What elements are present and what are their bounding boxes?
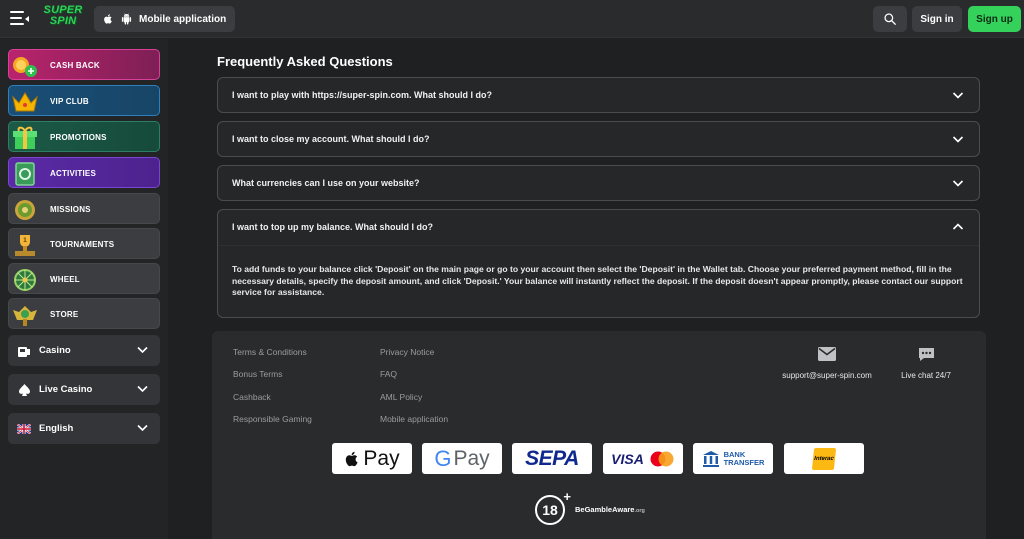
sidebar-item-cash-back[interactable] [8,49,160,80]
footer-link-faq[interactable]: FAQ [380,369,398,379]
android-icon [121,13,132,25]
footer-link-aml-policy[interactable]: AML Policy [380,392,423,402]
top-bar [0,0,1024,38]
chevron-up-icon [952,222,964,232]
sidebar-item-label: TOURNAMENTS [50,240,115,249]
sidebar-item-label: ACTIVITIES [50,169,97,178]
mobile-application-label: Mobile application [139,13,227,25]
support-email-link[interactable] [775,347,879,380]
main-content [168,39,1024,539]
chevron-down-icon [952,134,964,144]
menu-toggle-icon[interactable] [10,11,28,27]
faq-question: I want to top up my balance. What should I do? [232,222,433,232]
faq-title: Frequently Asked Questions [217,54,393,69]
faq-question: I want to play with https://super-spin.com. What should I do? [232,90,492,100]
sidebar-dropdown-label: Casino [39,345,71,356]
search-icon [883,12,897,26]
sidebar-item-label: VIP CLUB [50,97,89,106]
sidebar-item-wheel[interactable] [8,263,160,294]
sidebar-item-missions[interactable] [8,193,160,224]
faq-item[interactable] [217,165,980,201]
footer-link-privacy[interactable]: Privacy Notice [380,347,435,357]
faq-item-expanded [217,209,980,318]
sidebar-dropdown-label: Live Casino [39,384,93,395]
sidebar-item-tournaments[interactable] [8,228,160,259]
live-chat-link[interactable] [892,347,960,380]
sidebar-item-store[interactable] [8,298,160,329]
bank-icon [702,450,720,468]
visa-mastercard-logo: VISA [603,443,683,474]
language-selector[interactable] [8,413,160,444]
apple-icon [103,13,114,25]
faq-question: I want to close my account. What should I do? [232,134,430,144]
missions-icon [10,195,40,224]
trophy-icon [10,230,40,259]
chat-icon [918,347,935,362]
cashback-icon [10,51,40,80]
age-18-plus-icon: 18 + [535,493,567,525]
apple-icon [344,449,361,469]
chevron-down-icon [952,90,964,100]
language-label: English [39,423,74,434]
casino-icon [17,344,31,358]
wheel-icon [10,265,40,294]
chevron-down-icon [137,424,148,432]
responsible-gambling-badges [535,489,645,525]
footer-link-bonus-terms[interactable]: Bonus Terms [233,369,283,379]
sidebar-item-label: STORE [50,310,79,319]
footer-link-terms[interactable]: Terms & Conditions [233,347,307,357]
chevron-down-icon [137,346,148,354]
store-icon [10,300,40,329]
faq-question-header[interactable] [218,210,979,246]
uk-flag-icon [17,422,31,436]
site-logo[interactable]: SUPER SPIN [43,4,83,27]
sidebar-dropdown-live-casino[interactable] [8,374,160,405]
chevron-down-icon [952,178,964,188]
spade-icon [17,383,31,397]
mastercard-icon [649,451,675,467]
sidebar-dropdown-casino[interactable] [8,335,160,366]
mail-icon [818,347,836,361]
sidebar-item-label: MISSIONS [50,205,91,214]
footer-link-mobile-app[interactable]: Mobile application [380,414,449,424]
faq-question: What currencies can I use on your website? [232,178,420,188]
support-email: support@super-spin.com [782,371,872,380]
footer-link-responsible-gaming[interactable]: Responsible Gaming [233,414,312,424]
google-pay-logo: G Pay [422,443,502,474]
begambleaware-logo[interactable]: BeGambleAware.org [575,504,645,514]
apple-pay-logo: Pay [332,443,412,474]
sidebar-item-activities[interactable] [8,157,160,188]
sign-up-button[interactable]: Sign up [968,6,1021,32]
svg-text:1: 1 [22,236,28,244]
sidebar [0,39,168,539]
sidebar-item-promotions[interactable] [8,121,160,152]
sepa-logo: SEPA [512,443,592,474]
interac-logo: Interac [784,443,864,474]
sidebar-item-label: WHEEL [50,275,80,284]
faq-answer: To add funds to your balance click 'Deposit' on the main page or go to your account then select the 'Deposit' in the Wallet tab. Choose your preferred payment method, fill in the necessary details, specify the deposit amount, and click 'Deposit.' Your balance will instantly reflect the deposit. If the deposit doesn't appear promptly, please contact our support service for assistance. [232,264,963,298]
sidebar-item-vip-club[interactable] [8,85,160,116]
bank-transfer-logo: BANK TRANSFER [693,443,773,474]
faq-item[interactable] [217,121,980,157]
search-button[interactable] [873,6,907,32]
sidebar-item-label: CASH BACK [50,61,100,70]
live-chat-label: Live chat 24/7 [901,371,951,380]
footer [212,331,986,539]
gift-icon [10,123,40,152]
mobile-application-button[interactable] [94,6,235,32]
crown-icon [10,87,40,116]
faq-item[interactable] [217,77,980,113]
chevron-down-icon [137,385,148,393]
activities-icon [10,159,40,188]
footer-link-cashback[interactable]: Cashback [233,392,271,402]
sign-in-button[interactable]: Sign in [912,6,962,32]
sidebar-item-label: PROMOTIONS [50,133,107,142]
